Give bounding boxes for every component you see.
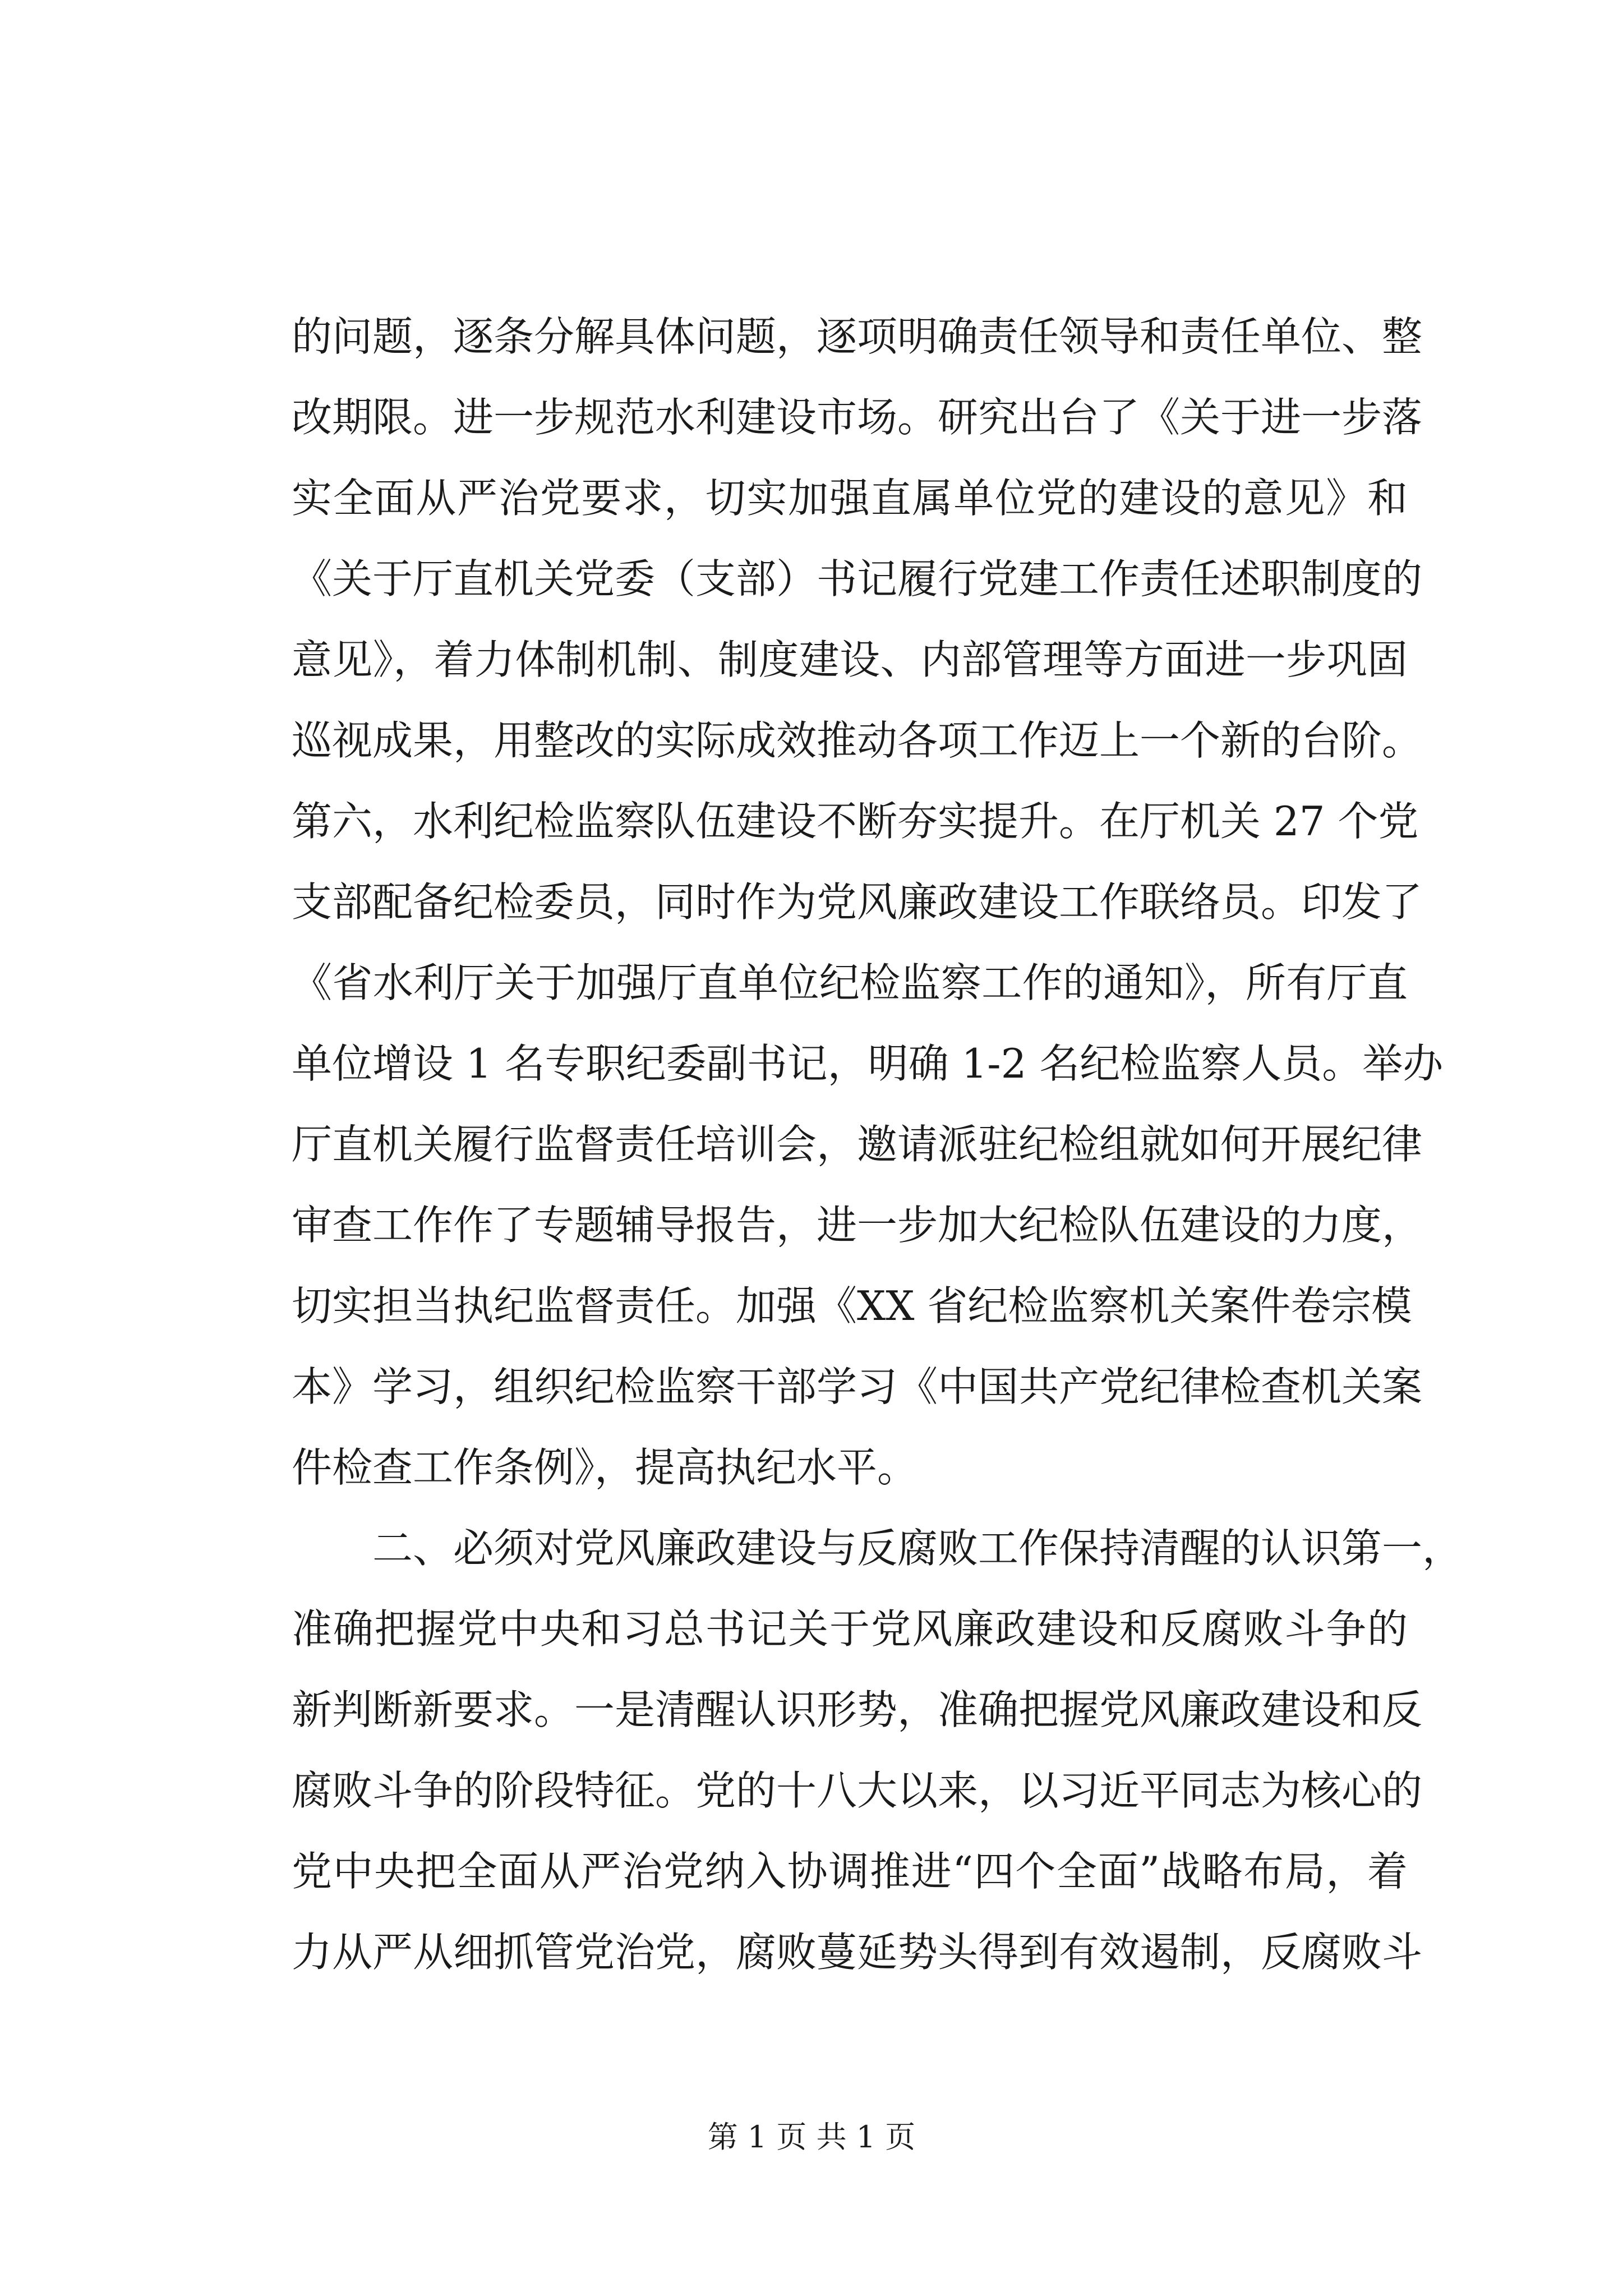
text-line: 《关于厅直机关党委（支部）书记履行党建工作责任述职制度的 — [292, 555, 1423, 602]
text-line: 本》学习，组织纪检监察干部学习《中国共产党纪律检查机关案 — [292, 1363, 1423, 1410]
text-line: 腐败斗争的阶段特征。党的十八大以来，以习近平同志为核心的 — [292, 1767, 1423, 1814]
text-line: 力从严从细抓管党治党，腐败蔓延势头得到有效遏制，反腐败斗 — [292, 1929, 1423, 1976]
text-line: 厅直机关履行监督责任培训会，邀请派驻纪检组就如何开展纪律 — [292, 1121, 1423, 1168]
text-line: 的问题，逐条分解具体问题，逐项明确责任领导和责任单位、整 — [292, 313, 1423, 360]
text-line: 改期限。进一步规范水利建设市场。研究出台了《关于进一步落 — [292, 394, 1423, 441]
text-line: 《省水利厅关于加强厅直单位纪检监察工作的通知》，所有厅直 — [292, 959, 1408, 1006]
body-text — [292, 296, 1463, 1993]
text-line: 审查工作作了专题辅导报告，进一步加大纪检队伍建设的力度， — [292, 1202, 1423, 1249]
text-line: 准确把握党中央和习总书记关于党风廉政建设和反腐败斗争的 — [292, 1605, 1408, 1653]
text-line: 巡视成果，用整改的实际成效推动各项工作迈上一个新的台阶。 — [292, 717, 1423, 764]
paragraph-end-line: 件检查工作条例》，提高执纪水平。 — [292, 1444, 918, 1491]
text-line: 新判断新要求。一是清醒认识形势，准确把握党风廉政建设和反 — [292, 1686, 1423, 1733]
text-line: 党中央把全面从严治党纳入协调推进“四个全面”战略布局，着 — [292, 1848, 1408, 1895]
text-line: 单位增设 1 名专职纪委副书记，明确 1-2 名纪检监察人员。举办 — [292, 1040, 1444, 1087]
text-line: 第六，水利纪检监察队伍建设不断夯实提升。在厅机关 27 个党 — [292, 798, 1419, 845]
text-line: 意见》，着力体制机制、制度建设、内部管理等方面进一步巩固 — [292, 636, 1408, 683]
text-line: 实全面从严治党要求，切实加强直属单位党的建设的意见》和 — [292, 475, 1408, 522]
page-footer: 第 1 页 共 1 页 — [707, 2119, 916, 2155]
section-heading-line: 二、必须对党风廉政建设与反腐败工作保持清醒的认识第一， — [372, 1525, 1463, 1572]
text-line: 支部配备纪检委员，同时作为党风廉政建设工作联络员。印发了 — [292, 878, 1423, 926]
text-line: 切实担当执纪监督责任。加强《XX 省纪检监察机关案件卷宗模 — [292, 1282, 1412, 1329]
